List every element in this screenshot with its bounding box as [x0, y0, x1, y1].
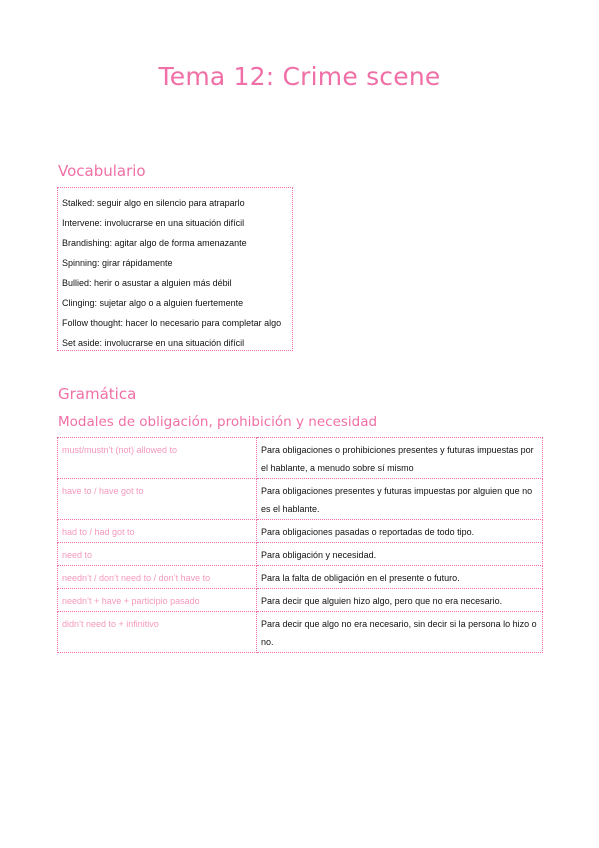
- table-row: [58, 589, 543, 612]
- table-row: [58, 566, 543, 589]
- modal-description: Para obligaciones o prohibiciones presentes y futuras impuestas por el hablante, a menudo sobre sí mismo: [257, 438, 543, 479]
- modal-term: must/mustn’t (not) allowed to: [58, 438, 257, 479]
- modal-description: Para obligaciones pasadas o reportadas de todo tipo.: [257, 520, 543, 543]
- vocab-item: Stalked: seguir algo en silencio para atraparlo: [62, 198, 245, 208]
- table-row: [58, 479, 543, 520]
- modal-term: didn’t need to + infinitivo: [58, 612, 257, 653]
- modal-description: Para obligaciones presentes y futuras impuestas por alguien que no es el hablante.: [257, 479, 543, 520]
- modal-term: have to / have got to: [58, 479, 257, 520]
- modal-description: Para decir que alguien hizo algo, pero que no era necesario.: [257, 589, 543, 612]
- modal-description: Para obligación y necesidad.: [257, 543, 543, 566]
- vocabulary-heading: Vocabulario: [58, 162, 146, 180]
- vocabulary-box: [57, 187, 293, 351]
- vocab-item: Intervene: involucrarse en una situación difícil: [62, 218, 245, 228]
- modal-term: needn’t / don’t need to / don’t have to: [58, 566, 257, 589]
- vocab-item: Spinning: girar rápidamente: [62, 258, 173, 268]
- table-row: [58, 438, 543, 479]
- grammar-heading: Gramática: [58, 385, 137, 403]
- modals-subheading: Modales de obligación, prohibición y necesidad: [58, 414, 378, 430]
- modal-term: need to: [58, 543, 257, 566]
- table-row: [58, 612, 543, 653]
- modal-description: Para la falta de obligación en el presente o futuro.: [257, 566, 543, 589]
- page-title: Tema 12: Crime scene: [158, 62, 441, 91]
- vocab-item: Set aside: involucrarse en una situación difícil: [62, 338, 245, 348]
- modal-term: had to / had got to: [58, 520, 257, 543]
- modal-description: Para decir que algo no era necesario, sin decir si la persona lo hizo o no.: [257, 612, 543, 653]
- table-row: [58, 520, 543, 543]
- modal-term: needn’t + have + participio pasado: [58, 589, 257, 612]
- vocab-item: Bullied: herir o asustar a alguien más débil: [62, 278, 232, 288]
- vocab-item: Clinging: sujetar algo o a alguien fuertemente: [62, 298, 244, 308]
- vocab-item: Brandishing: agitar algo de forma amenazante: [62, 238, 247, 248]
- vocab-item: Follow thought: hacer lo necesario para completar algo: [62, 318, 282, 328]
- table-row: [58, 543, 543, 566]
- modals-table: [57, 437, 543, 653]
